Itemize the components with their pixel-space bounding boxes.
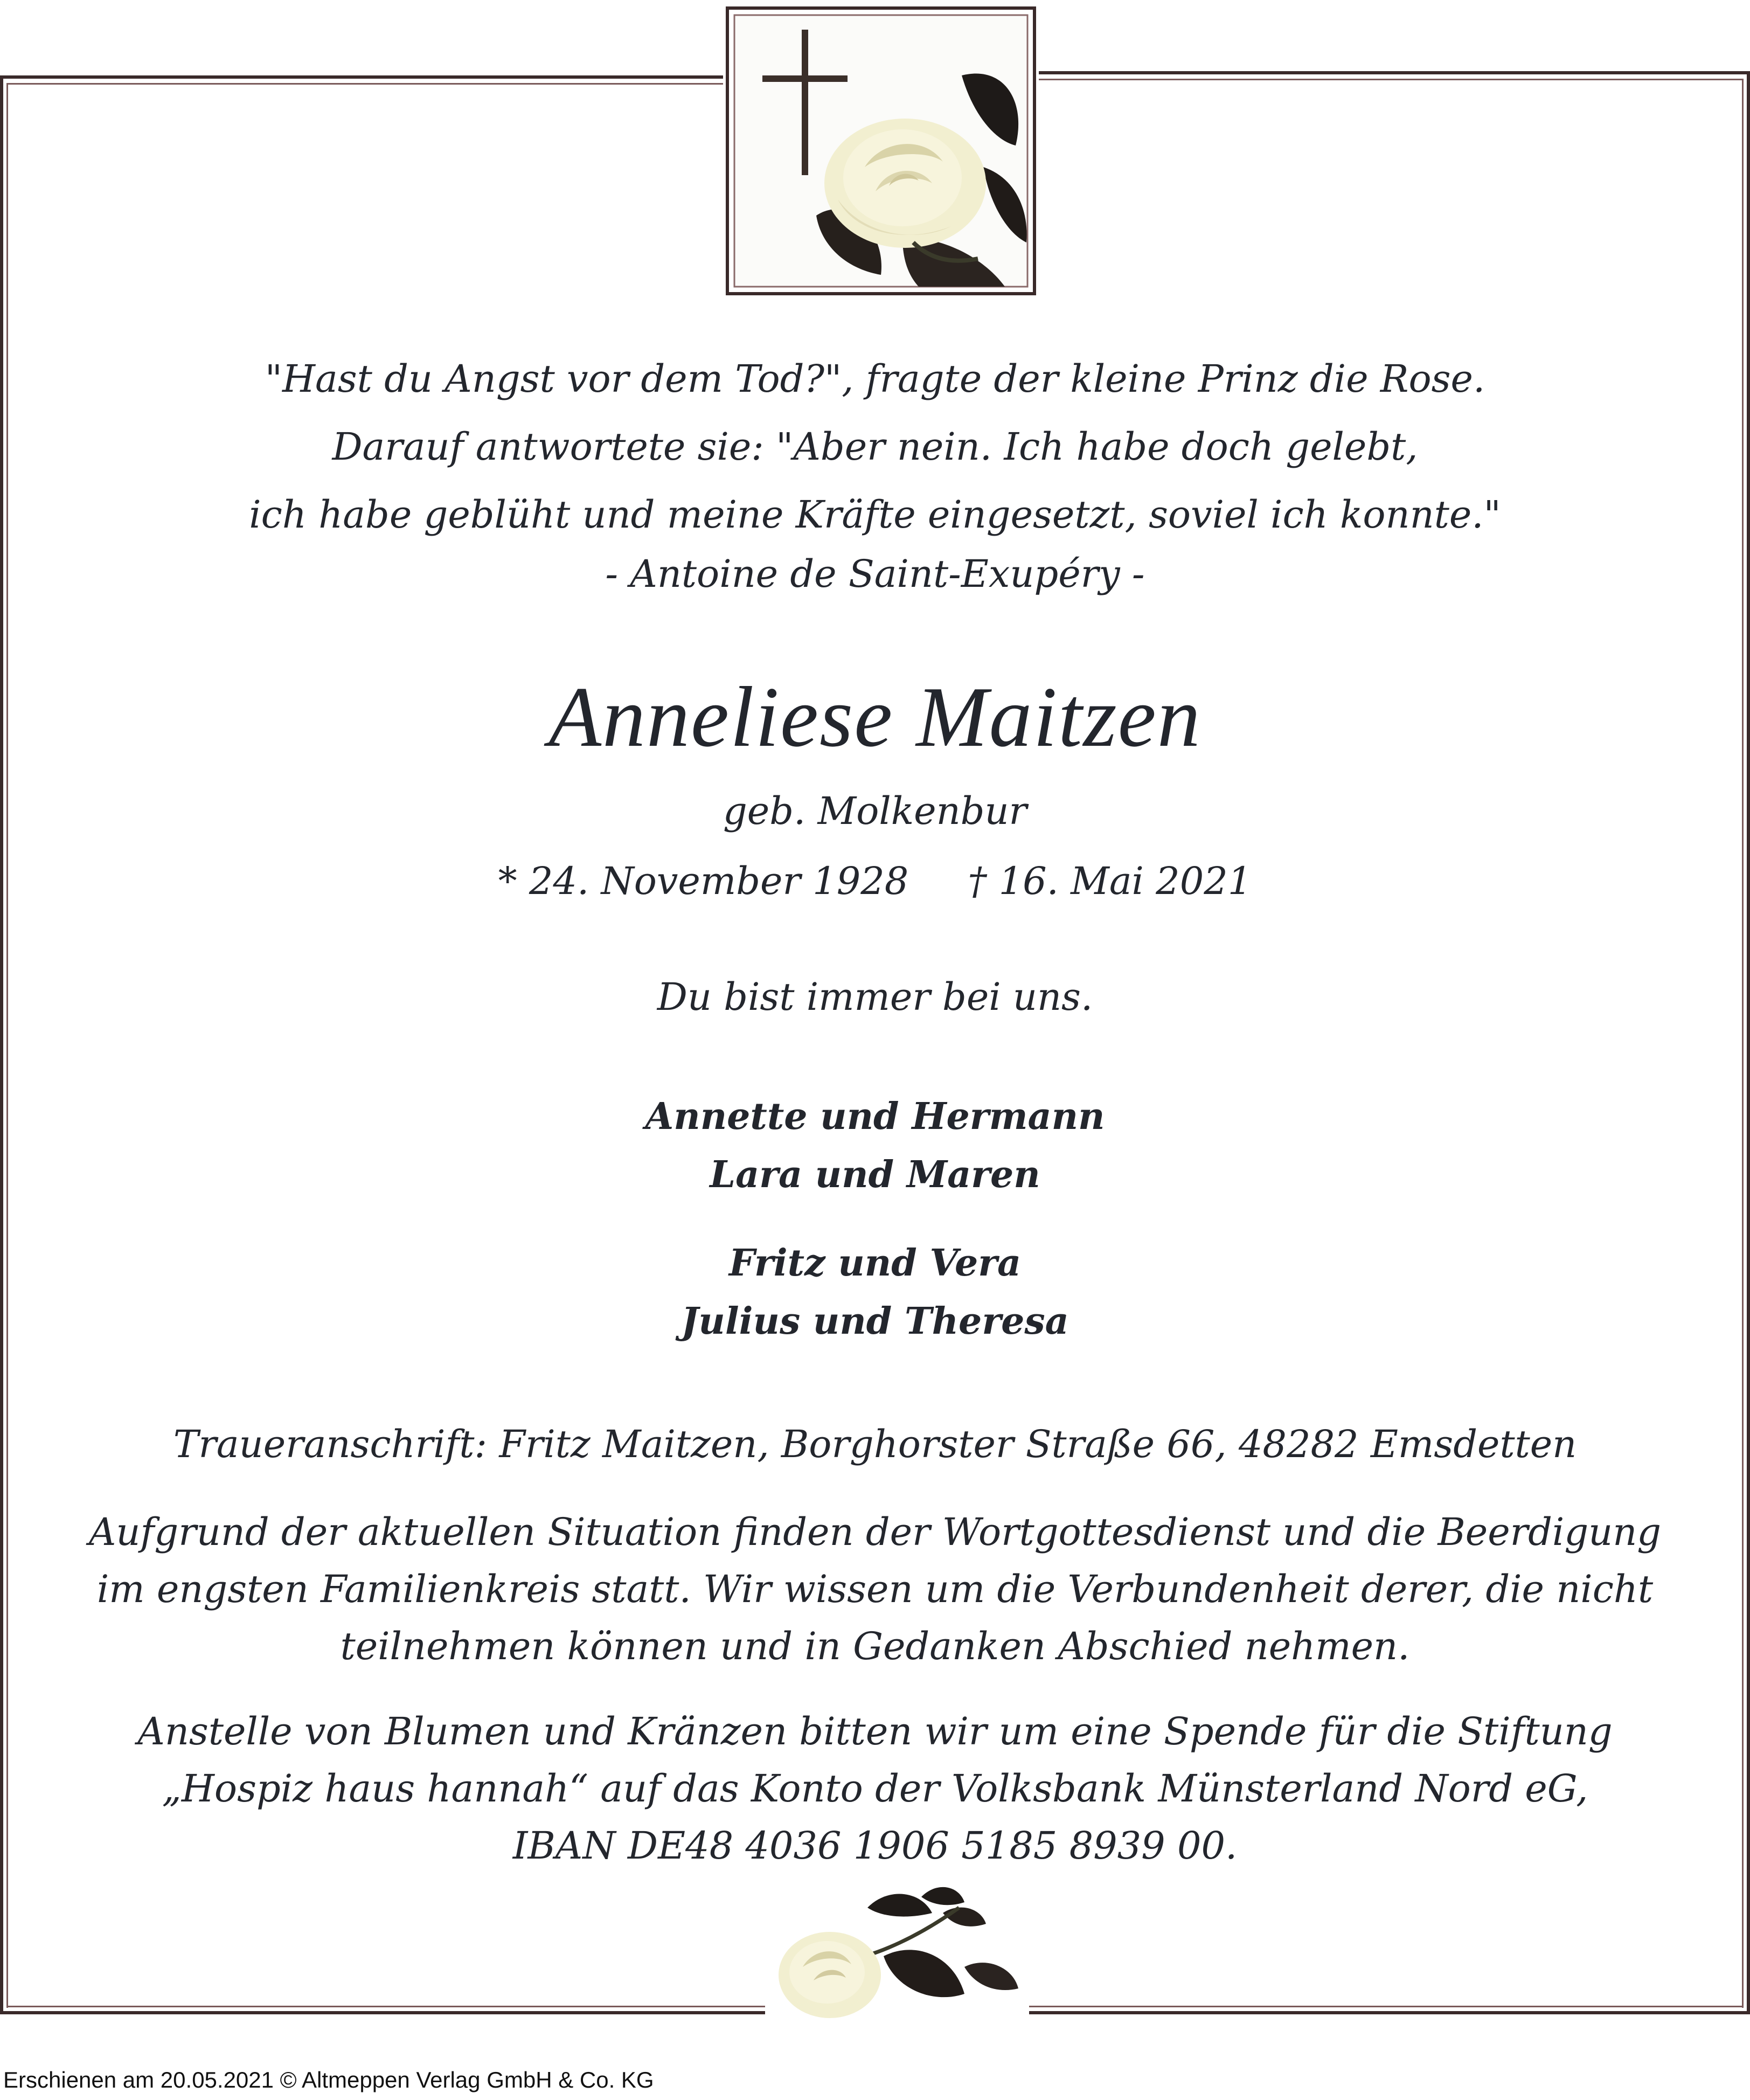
quote-line: ich habe geblüht und meine Kräfte eingesetzt, soviel ich konnte."	[249, 493, 1501, 537]
frame-bottom-left-inner	[6, 2006, 765, 2007]
life-dates	[0, 854, 1750, 908]
frame-bottom-left-outer	[0, 2011, 765, 2014]
deceased-name: Anneliese Maitzen	[548, 669, 1202, 765]
family-line: Fritz und Vera	[728, 1242, 1022, 1285]
notice-line: teilnehmen können und in Gedanken Abschied nehmen.	[340, 1624, 1410, 1668]
family-line: Annette und Hermann	[645, 1095, 1105, 1138]
family-line: Julius und Theresa	[681, 1300, 1069, 1343]
death-date: † 16. Mai 2021	[968, 859, 1252, 903]
quote-line: Darauf antwortete sie: "Aber nein. Ich habe doch gelebt,	[332, 425, 1418, 469]
born-name: geb. Molkenbur	[723, 789, 1027, 833]
publication-footer: Erschienen am 20.05.2021 © Altmeppen Verlag GmbH & Co. KG	[3, 2067, 654, 2092]
donation-line: „Hospiz haus hannah“ auf das Konto der Volksbank Münsterland Nord eG,	[162, 1766, 1588, 1811]
notice-line: Aufgrund der aktuellen Situation finden der Wortgottesdienst und die Beerdigung	[88, 1510, 1662, 1554]
notice-line: im engsten Familienkreis statt. Wir wissen um die Verbundenheit derer, die nicht	[96, 1567, 1654, 1611]
quote	[0, 345, 1750, 549]
donation-line: Anstelle von Blumen und Kränzen bitten wir um eine Spende für die Stiftung	[137, 1709, 1613, 1754]
quote-line: "Hast du Angst vor dem Tod?", fragte der kleine Prinz die Rose.	[265, 357, 1485, 401]
frame-top-left-inner	[6, 83, 723, 85]
farewell-message: Du bist immer bei uns.	[657, 975, 1093, 1019]
mourning-address: Traueranschrift: Fritz Maitzen, Borghorster Straße 66, 48282 Emsdetten	[173, 1422, 1577, 1466]
cross-and-white-rose-icon	[725, 5, 1037, 296]
donation-request	[0, 1703, 1750, 1874]
quote-author: - Antoine de Saint-Exupéry -	[605, 552, 1145, 596]
birth-date: * 24. November 1928	[498, 859, 909, 903]
frame-top-right-outer	[1039, 71, 1750, 74]
family-line: Lara und Maren	[710, 1153, 1040, 1196]
frame-bottom-right-outer	[1029, 2011, 1750, 2014]
family-group-2	[0, 1234, 1750, 1350]
family-group-1	[0, 1087, 1750, 1204]
funeral-notice	[0, 1503, 1750, 1675]
frame-top-right-inner	[1039, 79, 1744, 80]
frame-top-left-outer	[0, 75, 723, 79]
white-rose-icon	[760, 1875, 1040, 2037]
frame-bottom-right-inner	[1029, 2006, 1744, 2007]
donation-line: IBAN DE48 4036 1906 5185 8939 00.	[512, 1824, 1238, 1868]
